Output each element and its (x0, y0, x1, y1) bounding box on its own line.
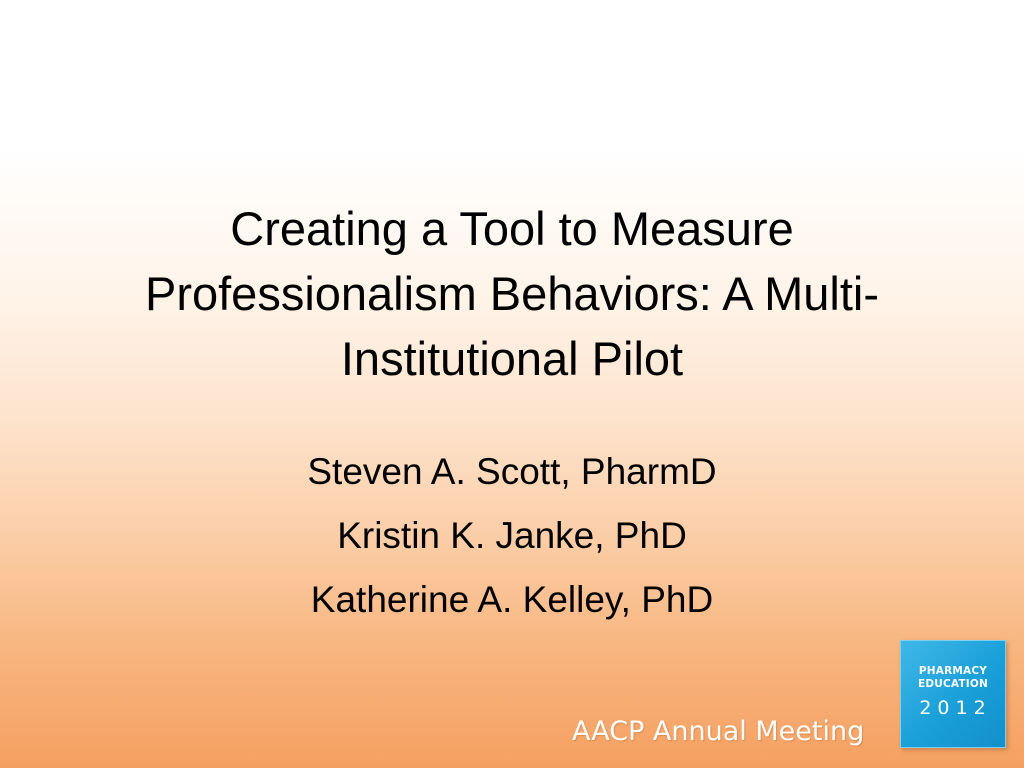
logo-year: 2012 (919, 697, 992, 719)
logo-line-pharmacy: PHARMACY (918, 665, 988, 677)
title-line: Institutional Pilot (340, 332, 684, 385)
author-name: Kristin K. Janke, PhD (337, 515, 687, 556)
title-line: Professionalism Behaviors: A Multi- (144, 267, 879, 320)
author-list (112, 440, 912, 632)
logo-line-education: EDUCATION (917, 678, 988, 690)
author-name: Steven A. Scott, PharmD (307, 451, 717, 492)
slide-title (40, 196, 984, 391)
meeting-name: AACP Annual Meeting (572, 716, 865, 747)
pharmacy-education-logo (900, 640, 1006, 748)
author-name: Katherine A. Kelley, PhD (310, 579, 714, 620)
title-line: Creating a Tool to Measure (230, 202, 794, 255)
